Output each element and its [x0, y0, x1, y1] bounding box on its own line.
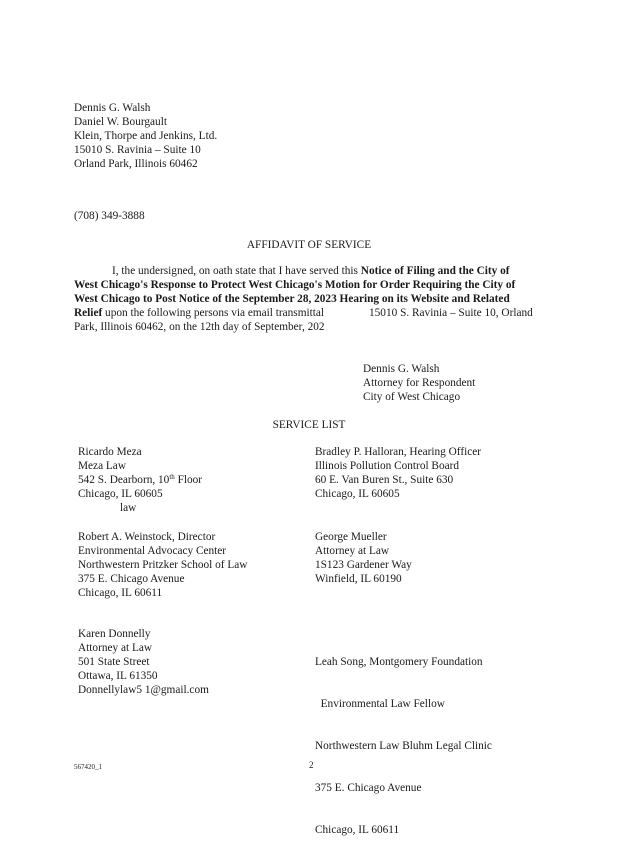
entry-line: Attorney at Law — [315, 545, 390, 557]
service-entry — [315, 445, 481, 501]
service-list-title: SERVICE LIST — [272, 419, 346, 431]
entry-line: George Mueller — [315, 531, 387, 543]
footer-doc-id: 567420_1 — [74, 763, 102, 771]
entry-line: Bradley P. Halloran, Hearing Officer — [315, 446, 482, 458]
entry-line: Illinois Pollution Control Board — [315, 460, 460, 472]
attorney-header — [74, 101, 217, 171]
header-line: Daniel W. Bourgault — [74, 116, 167, 128]
entry-email: Donnellylaw5 1@gmail.com — [78, 684, 209, 696]
entry-line: Karen Donnelly — [78, 628, 151, 640]
entry-line: Meza Law — [78, 460, 126, 472]
entry-line: Environmental Advocacy Center — [78, 545, 227, 557]
entry-line: Ricardo Meza — [78, 446, 142, 458]
page-number: 2 — [309, 760, 314, 770]
affidavit-intro: I, the undersigned, on oath state that I have served this — [112, 265, 361, 277]
entry-line: 375 E. Chicago Avenue — [78, 573, 185, 585]
entry-line: law — [120, 502, 137, 514]
service-entry — [315, 530, 412, 586]
affidavit-title: AFFIDAVIT OF SERVICE — [246, 239, 372, 251]
signature-block — [363, 362, 475, 404]
signature-line: Attorney for Respondent — [363, 377, 476, 389]
entry-line: Winfield, IL 60190 — [315, 573, 402, 585]
entry-line: Chicago, IL 60605 — [78, 488, 163, 500]
entry-line: Environmental Law Fellow — [315, 698, 445, 710]
entry-line: Leah Song, Montgomery Foundation — [315, 656, 483, 668]
signature-line: City of West Chicago — [363, 391, 461, 403]
service-entry — [315, 627, 492, 851]
affidavit-bold: Notice of Filing and the City of — [360, 265, 510, 277]
entry-line: Chicago, IL 60611 — [78, 587, 163, 599]
header-line: Klein, Thorpe and Jenkins, Ltd. — [74, 130, 218, 142]
affidavit-text: upon the following persons via email transmittal — [102, 307, 325, 319]
header-line: Orland Park, Illinois 60462 — [74, 158, 198, 170]
entry-line: Northwestern Law Bluhm Legal Clinic — [315, 740, 492, 752]
entry-line: 501 State Street — [78, 656, 150, 668]
header-line: 15010 S. Ravinia – Suite 10 — [74, 144, 201, 156]
service-entry — [78, 627, 209, 697]
affidavit-bold: West Chicago to Post Notice of the September 28, 2023 Hearing on its Website and Related — [74, 293, 510, 305]
signature-line: Dennis G. Walsh — [363, 363, 440, 375]
header-line: Dennis G. Walsh — [74, 102, 151, 114]
entry-address: 542 S. Dearborn, 10th Floor — [78, 473, 203, 486]
entry-line: 1S123 Gardener Way — [315, 559, 412, 571]
entry-line: Chicago, IL 60605 — [315, 488, 400, 500]
affidavit-text: Park, Illinois 60462, on the 12th day of September, 202 — [74, 321, 325, 333]
entry-line: Ottawa, IL 61350 — [78, 670, 158, 682]
header-phone: (708) 349-3888 — [74, 210, 145, 222]
entry-line: Attorney at Law — [78, 642, 153, 654]
entry-line: 60 E. Van Buren St., Suite 630 — [315, 474, 454, 486]
affidavit-bold: Relief — [74, 307, 103, 319]
service-entry — [78, 445, 202, 515]
affidavit-address: 15010 S. Ravinia – Suite 10, Orland — [369, 307, 533, 319]
entry-line: Robert A. Weinstock, Director — [78, 531, 216, 543]
affidavit-bold: West Chicago's Response to Protect West Chicago's Motion for Order Requiring the City of — [74, 279, 516, 291]
entry-line: 375 E. Chicago Avenue — [315, 782, 422, 794]
service-entry — [78, 530, 247, 600]
entry-line: Northwestern Pritzker School of Law — [78, 559, 248, 571]
entry-line: Chicago, IL 60611 — [315, 824, 400, 836]
